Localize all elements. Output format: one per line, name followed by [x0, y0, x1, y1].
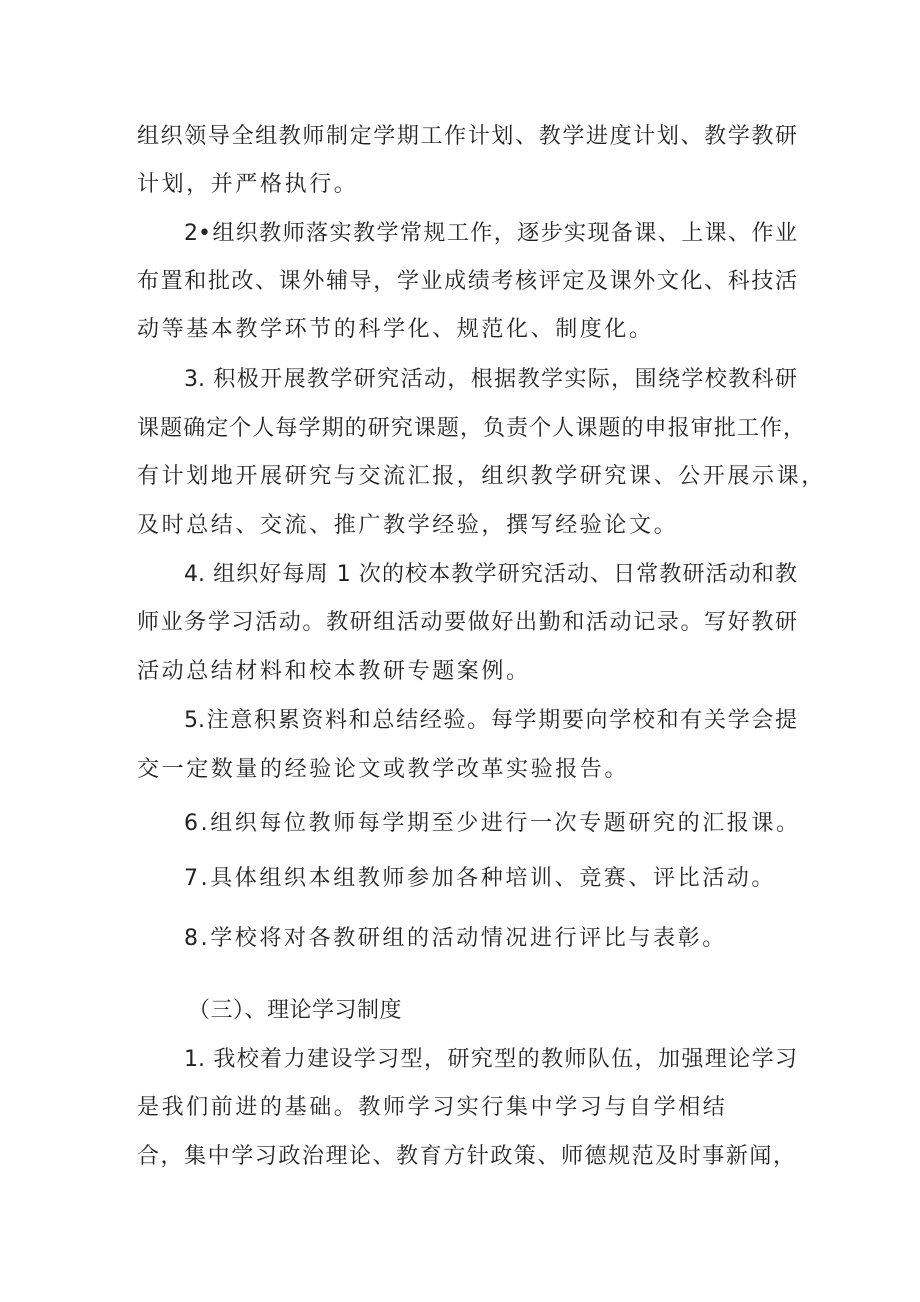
paragraph-line: 活动总结材料和校本教研专题案例。	[137, 659, 531, 684]
paragraph-line: 7.具体组织本组教师参加各种培训、竞赛、评比活动。	[184, 866, 776, 891]
paragraph-line: 计划，并严格执行。	[137, 172, 359, 197]
paragraph-line: 及时总结、交流、推广教学经验，撰写经验论文。	[137, 513, 679, 538]
paragraph-line: 是我们前进的基础。教师学习实行集中学习与自学相结	[137, 1095, 728, 1120]
paragraph-line: 有计划地开展研究与交流汇报，组织教学研究课、公开展示课，	[137, 464, 826, 489]
paragraph-line: 师业务学习活动。教研组活动要做好出勤和活动记录。写好教研	[137, 610, 797, 635]
paragraph-line: 合，集中学习政治理论、教育方针政策、师德规范及时事新闻，	[137, 1144, 795, 1169]
paragraph-line: 6.组织每位教师每学期至少进行一次专题研究的汇报课。	[184, 811, 801, 836]
paragraph-line: 8.学校将对各教研组的活动情况进行评比与表彰。	[184, 926, 727, 951]
paragraph-line: 动等基本教学环节的科学化、规范化、制度化。	[137, 317, 654, 342]
paragraph-line: 1. 我校着力建设学习型，研究型的教师队伍，加强理论学习	[184, 1047, 797, 1072]
paragraph-line: 2•组织教师落实教学常规工作，逐步实现备课、上课、作业	[184, 221, 797, 246]
paragraph-line: 布置和批改、课外辅导，学业成绩考核评定及课外文化、科技活	[137, 269, 797, 294]
paragraph-line: 4. 组织好每周 1 次的校本教学研究活动、日常教研活动和教	[184, 562, 797, 587]
paragraph-line: 3. 积极开展教学研究活动，根据教学实际，围绕学校教科研	[184, 367, 797, 392]
paragraph-line: 5.注意积累资料和总结经验。每学期要向学校和有关学会提	[184, 708, 797, 733]
paragraph-line: 课题确定个人每学期的研究课题，负责个人课题的申报审批工作，	[137, 416, 805, 441]
paragraph-line: 交一定数量的经验论文或教学改革实验报告。	[137, 757, 630, 782]
section-heading: （三）、理论学习制度	[188, 997, 403, 1022]
paragraph-line: 组织领导全组教师制定学期工作计划、教学进度计划、教学教研	[137, 124, 797, 149]
